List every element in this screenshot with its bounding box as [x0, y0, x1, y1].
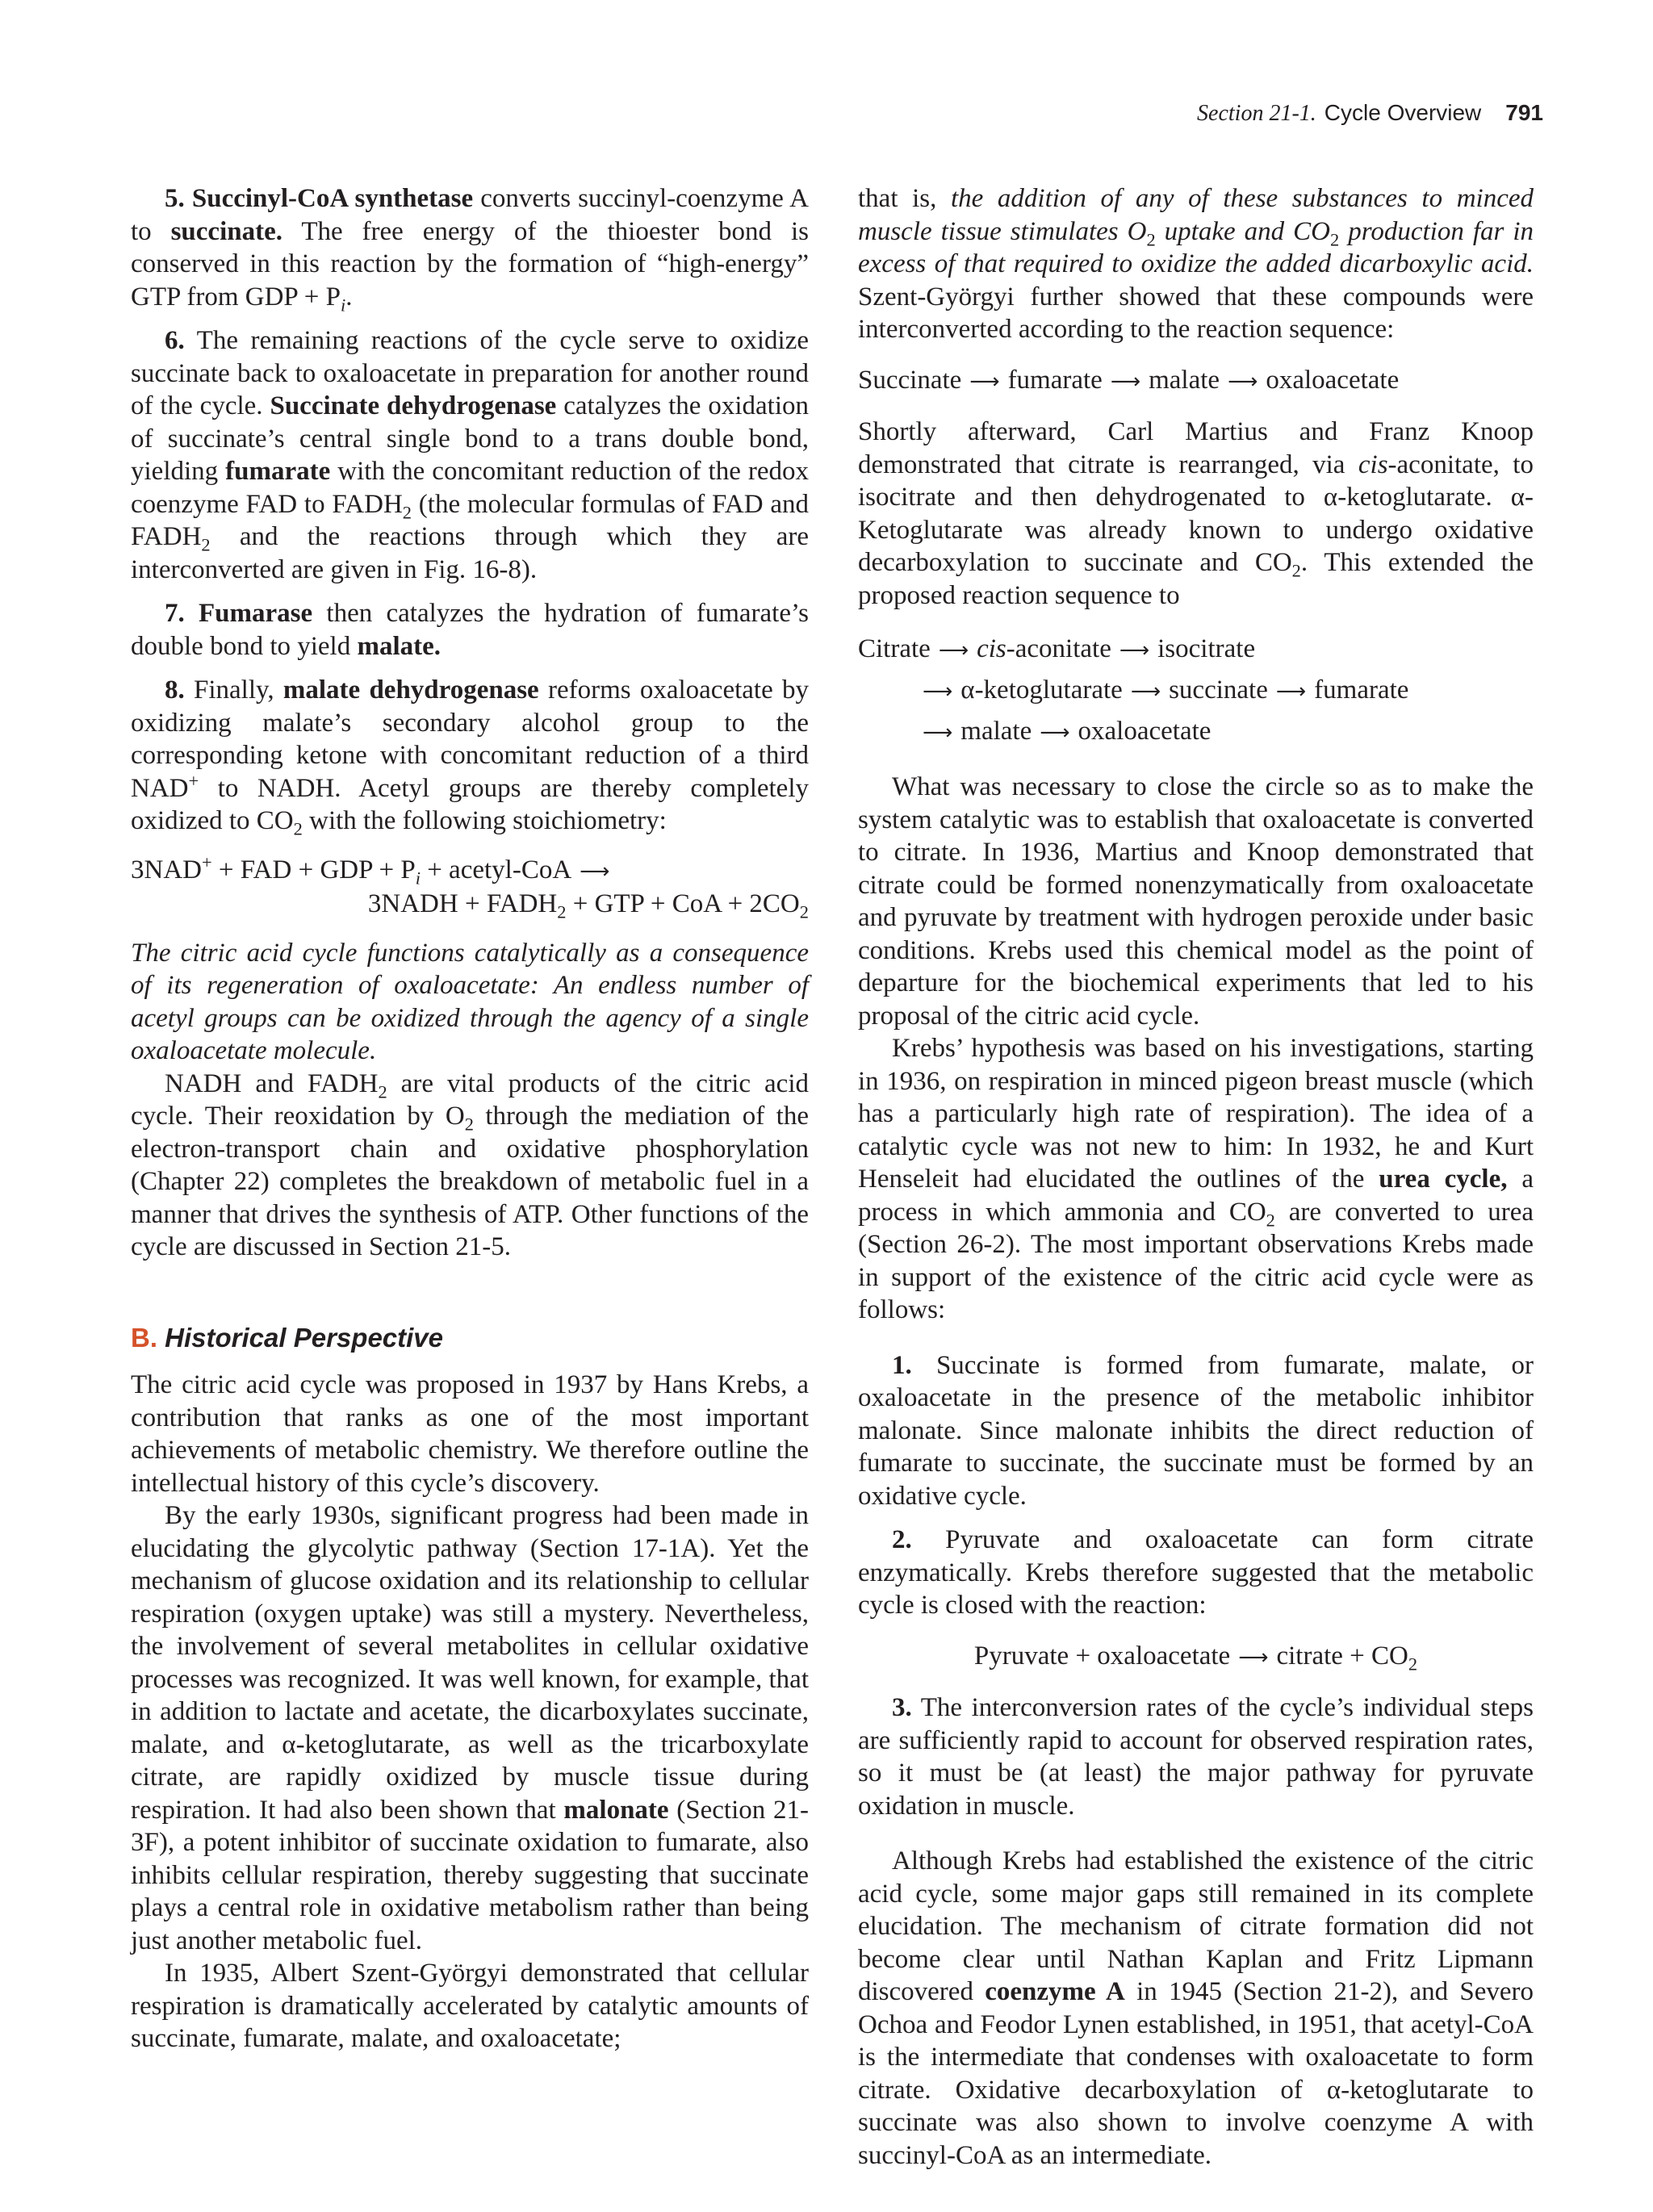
- arrow-icon: ⟶: [1040, 721, 1070, 745]
- header-section: Section 21-1.: [1197, 101, 1316, 126]
- paragraph-nadh: NADH and $FADH_2$ are vital products of the citric acid cycle. Their reoxidation by $O_2$ through the mediation of the electron-transport chain and oxidative phosphorylation (Chapter 22) completes the breakdown of metabolic fuel in a manner that drives the synthesis of ATP. Other functions of the cycle are discussed in Section 21-5.: [131, 1068, 810, 1261]
- paragraph-step-8: 8. Finally, malate dehydrogenase reforms oxaloacetate by oxidizing malate’s secondary alcohol group to the corresponding ketone with concomitant reduction of a third NAD+ to NADH. Acetyl groups are thereby completely oxidized to $CO_2$ with the following stoichiometry:: [131, 675, 809, 839]
- header-title: Cycle Overview: [1324, 100, 1482, 125]
- pyruvate-reaction: Pyruvate + oxaloacetate ⟶ citrate + $CO_2$: [973, 1641, 1418, 1675]
- reaction-sequence-2: Citrate ⟶ cis-aconitate ⟶ isocitrate ⟶ α-ketoglutarate ⟶ succinate ⟶ fumarate ⟶ malate ⟶ oxaloacetate: [858, 629, 1534, 753]
- subsection-heading: B. Historical Perspective: [131, 1322, 444, 1353]
- arrow-icon: ⟶: [1130, 679, 1161, 704]
- arrow-icon: ⟶: [1238, 1645, 1269, 1670]
- arrow-icon: ⟶: [1110, 369, 1141, 394]
- italic-statement: The citric acid cycle functions catalytically as a consequence of its regeneration of oxaloacetate: An endless number of acetyl groups can be oxidized through the agency of a single oxaloacetate molecule.: [131, 938, 809, 1065]
- observation-1: 1. Succinate is formed from fumarate, malate, or oxaloacetate in the presence of the metabolic inhibitor malonate. Since malonate inhibits the direct reduction of fumarate to succinate, the succinate must be formed by an oxidative cycle.: [858, 1350, 1534, 1511]
- arrow-icon: ⟶: [1228, 369, 1258, 394]
- page-number: 791: [1505, 100, 1543, 125]
- paragraph-step-5: 5. Succinyl-CoA synthetase converts succinyl-coenzyme A to succinate. The free energy of the thioester bond is conserved in this reaction by the formation of “high-energy” GTP from GDP + $P_i$.: [131, 184, 809, 316]
- observation-3: 3. The interconversion rates of the cycle’s individual steps are sufficiently rapid to account for observed respiration rates, so it must be (at least) the major pathway for pyruvate oxidation in muscle.: [858, 1693, 1534, 1821]
- paragraph-history-2: By the early 1930s, significant progress had been made in elucidating the glycolytic pathway (Section 17-1A). Yet the mechanism of glucose oxidation and its relationship to cellular respiration (oxygen uptake) was still a mystery. Nevertheless, the involvement of several metabolites in cellular oxidative processes was recognized. It was well known, for example, that in addition to lactate and acetate, the dicarboxylates succinate, malate, and α-ketoglutarate, as well as the tricarboxylate citrate, are rapidly oxidized by muscle tissue during respiration. It had also been shown that malonate (Section 21-3F), a potent inhibitor of succinate oxidation to fumarate, also inhibits cellular respiration, thereby suggesting that succinate plays a central role in oxidative metabolism rather than being just another metabolic fuel.: [131, 1501, 809, 1955]
- arrow-icon: ⟶: [969, 369, 1000, 394]
- reaction-sequence-1: Succinate ⟶ fumarate ⟶ malate ⟶ oxaloacetate: [858, 364, 1534, 399]
- paragraph-step-7: 7. Fumarase then catalyzes the hydration of fumarate’s double bond to yield malate.: [131, 599, 809, 661]
- running-header: [0, 100, 1543, 127]
- arrow-icon: ⟶: [1119, 638, 1150, 663]
- paragraph-history-1: The citric acid cycle was proposed in 1937 by Hans Krebs, a contribution that ranks as one of the most important achievements of metabolic chemistry. We therefore outline the intellectual history of this cycle’s discovery.: [131, 1370, 809, 1498]
- arrow-icon: ⟶: [923, 721, 953, 745]
- paragraph-continuation: that is, the addition of any of these substances to minced muscle tissue stimulates $O_2$ uptake and $CO_2$ production far in excess of that required to oxidize the added dicarboxylic acid. Szent-Györgyi further showed that these compounds were interconverted according to the reaction sequence:: [858, 184, 1534, 344]
- right-column: [858, 182, 1534, 2172]
- arrow-icon: ⟶: [938, 638, 969, 663]
- left-column: [131, 182, 809, 2055]
- arrow-icon: ⟶: [923, 679, 953, 704]
- paragraph-martius: Shortly afterward, Carl Martius and Franz Knoop demonstrated that citrate is rearranged, via cis-aconitate, to isocitrate and then dehydrogenated to α-ketoglutarate. α-Ketoglutarate was already known to undergo oxidative decarboxylation to succinate and $CO_2$. This extended the proposed reaction sequence to: [858, 417, 1534, 610]
- paragraph-step-6: 6. The remaining reactions of the cycle serve to oxidize succinate back to oxaloacetate in preparation for another round of the cycle. Succinate dehydrogenase catalyzes the oxidation of succinate’s central single bond to a trans double bond, yielding fumarate with the concomitant reduction of the redox coenzyme FAD to $FADH_2$ (the molecular formulas of FAD and $FADH_2$ and the reactions through which they are interconverted are given in Fig. 16-8).: [131, 326, 810, 584]
- paragraph-krebs-hypothesis: Krebs’ hypothesis was based on his investigations, starting in 1936, on respiration in minced pigeon breast muscle (which has a particularly high rate of respiration). The idea of a catalytic cycle was not new to him: In 1932, he and Kurt Henseleit had elucidated the outlines of the urea cycle, a process in which ammonia and $CO_2$ are converted to urea (Section 26-2). The most important observations Krebs made in support of the existence of the citric acid cycle were as follows:: [858, 1034, 1534, 1324]
- arrow-icon: ⟶: [580, 859, 610, 884]
- observation-2: 2. Pyruvate and oxaloacetate can form citrate enzymatically. Krebs therefore suggested that the metabolic cycle is closed with the reaction:: [858, 1525, 1534, 1620]
- stoichiometry-equation: 3NAD+ + FAD + GDP + $P_i$ + acetyl-CoA ⟶ 3NADH + $FADH_2$ + GTP + CoA + $2CO_2$: [131, 851, 809, 922]
- paragraph-final: Although Krebs had established the existence of the citric acid cycle, some major gaps still remained in its complete elucidation. The mechanism of citrate formation did not become clear until Nathan Kaplan and Fritz Lipmann discovered coenzyme A in 1945 (Section 21-2), and Severo Ochoa and Feodor Lynen established, in 1951, that acetyl-CoA is the intermediate that condenses with oxaloacetate to form citrate. Oxidative decarboxylation of α-ketoglutarate to succinate was also shown to involve coenzyme A with succinyl-CoA as an intermediate.: [858, 1846, 1534, 2170]
- paragraph-history-3: In 1935, Albert Szent-Györgyi demonstrated that cellular respiration is dramatically accelerated by catalytic amounts of succinate, fumarate, malate, and oxaloacetate;: [131, 1959, 809, 2053]
- paragraph-close-circle: What was necessary to close the circle so as to make the system catalytic was to establish that oxaloacetate is converted to citrate. In 1936, Martius and Knoop demonstrated that citrate could be formed nonenzymatically from oxaloacetate and pyruvate by treatment with hydrogen peroxide under basic conditions. Krebs used this chemical model as the point of departure for the biochemical experiments that led to his proposal of the citric acid cycle.: [858, 772, 1534, 1031]
- arrow-icon: ⟶: [1275, 679, 1307, 704]
